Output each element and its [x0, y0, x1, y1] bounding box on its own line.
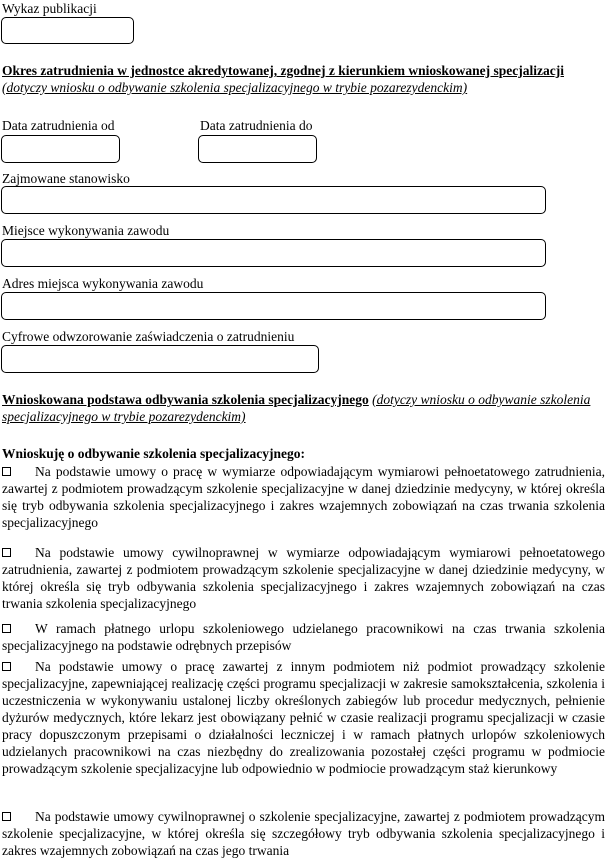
workplace-address-input[interactable]: [1, 292, 546, 320]
option-item: [2, 808, 605, 859]
end-date-input[interactable]: [198, 135, 317, 163]
certificate-upload[interactable]: [1, 345, 319, 373]
option-text: Na podstawie umowy cywilnoprawnej w wymiarze odpowiadającym wymiarowi pełnoetatowego zatrudnienia, zawartej z podmiotem prowadzącym szkolenie specjalizacyjne w danej dziedzinie medycyny, w której określa się tryb odbywania szkolenia specjalizacyjnego i zakres wzajemnych zobowiązań na czas trwania szkolenia specjalizacyjnego: [2, 545, 605, 611]
option-checkbox[interactable]: [2, 662, 11, 671]
basis-section-title: Wnioskowana podstawa odbywania szkolenia specjalizacyjnego: [2, 392, 369, 407]
employment-section-header: [2, 62, 602, 96]
option-checkbox[interactable]: [2, 624, 11, 633]
workplace-input[interactable]: [1, 239, 546, 267]
certificate-label: Cyfrowe odwzorowanie zaświadczenia o zatrudnieniu: [2, 329, 295, 344]
option-item: [2, 658, 605, 777]
position-label: Zajmowane stanowisko: [2, 171, 130, 186]
end-date-label: Data zatrudnienia do: [200, 118, 313, 133]
employment-section-title: Okres zatrudnienia w jednostce akredytowanej, zgodnej z kierunkiem wnioskowanej specjalizacji: [2, 63, 564, 78]
option-item: [2, 544, 605, 612]
basis-section-note: (dotyczy wniosku o odbywanie szkolenia specjalizacyjnego w trybie pozarezydenckim): [2, 392, 591, 424]
option-checkbox[interactable]: [2, 548, 11, 557]
option-text: Na podstawie umowy o pracę w wymiarze odpowiadającym wymiarowi pełnoetatowego zatrudnienia, zawartej z podmiotem prowadzącym szkolenie specjalizacyjne w danej dziedzinie medycyny, w której określa się tryb odbywania szkolenia specjalizacyjnego i zakres wzajemnych zobowiązań na czas trwania szkolenia specjalizacyjnego: [2, 464, 605, 530]
publications-label: Wykaz publikacji: [2, 1, 97, 16]
employment-section-note: (dotyczy wniosku o odbywanie szkolenia specjalizacyjnego w trybie pozarezydenckim): [2, 80, 468, 95]
start-date-label: Data zatrudnienia od: [2, 118, 115, 133]
option-text: Na podstawie umowy o pracę zawartej z innym podmiotem niż podmiot prowadzący szkolenie specjalizacyjne, zapewniającej realizację części programu specjalizacji w zakresie samokształcenia, szkolenia i uczestniczenia w wykonywaniu ustalonej liczby określonych zabiegów lub procedur medycznych, pełnienie dyżurów medycznych, które lekarz jest obowiązany pełnić w czasie realizacji programu specjalizacji w czasie pracy dopuszczonym przepisami o działalności leczniczej i w ramach płatnych urlopów szkoleniowych udzielanych pracownikowi na czas niezbędny do zrealizowania pozostałej części programu w podmiocie prowadzącym szkolenie specjalizacyjne lub odpowiednio w podmiocie prowadzącym staż kierunkowy: [2, 659, 605, 776]
position-input[interactable]: [1, 186, 546, 214]
option-text: W ramach płatnego urlopu szkoleniowego udzielanego pracownikowi na czas trwania szkolenia specjalizacyjnego na podstawie odrębnych przepisów: [2, 621, 605, 653]
option-text: Na podstawie umowy cywilnoprawnej o szkolenie specjalizacyjne, zawartej z podmiotem prowadzącym szkolenie specjalizacyjne, w której określa się szczegółowy tryb odbywania szkolenia specjalizacyjnego i zakres wzajemnych zobowiązań na czas jego trwania: [2, 809, 605, 858]
start-date-input[interactable]: [1, 135, 120, 163]
workplace-label: Miejsce wykonywania zawodu: [2, 223, 170, 238]
option-checkbox[interactable]: [2, 812, 11, 821]
option-item: [2, 463, 605, 531]
publications-input[interactable]: [1, 17, 134, 44]
request-intro: Wnioskuję o odbywanie szkolenia specjalizacyjnego:: [2, 446, 306, 461]
option-item: [2, 620, 605, 654]
option-checkbox[interactable]: [2, 467, 11, 476]
basis-section-header: [2, 391, 602, 425]
workplace-address-label: Adres miejsca wykonywania zawodu: [2, 276, 204, 291]
